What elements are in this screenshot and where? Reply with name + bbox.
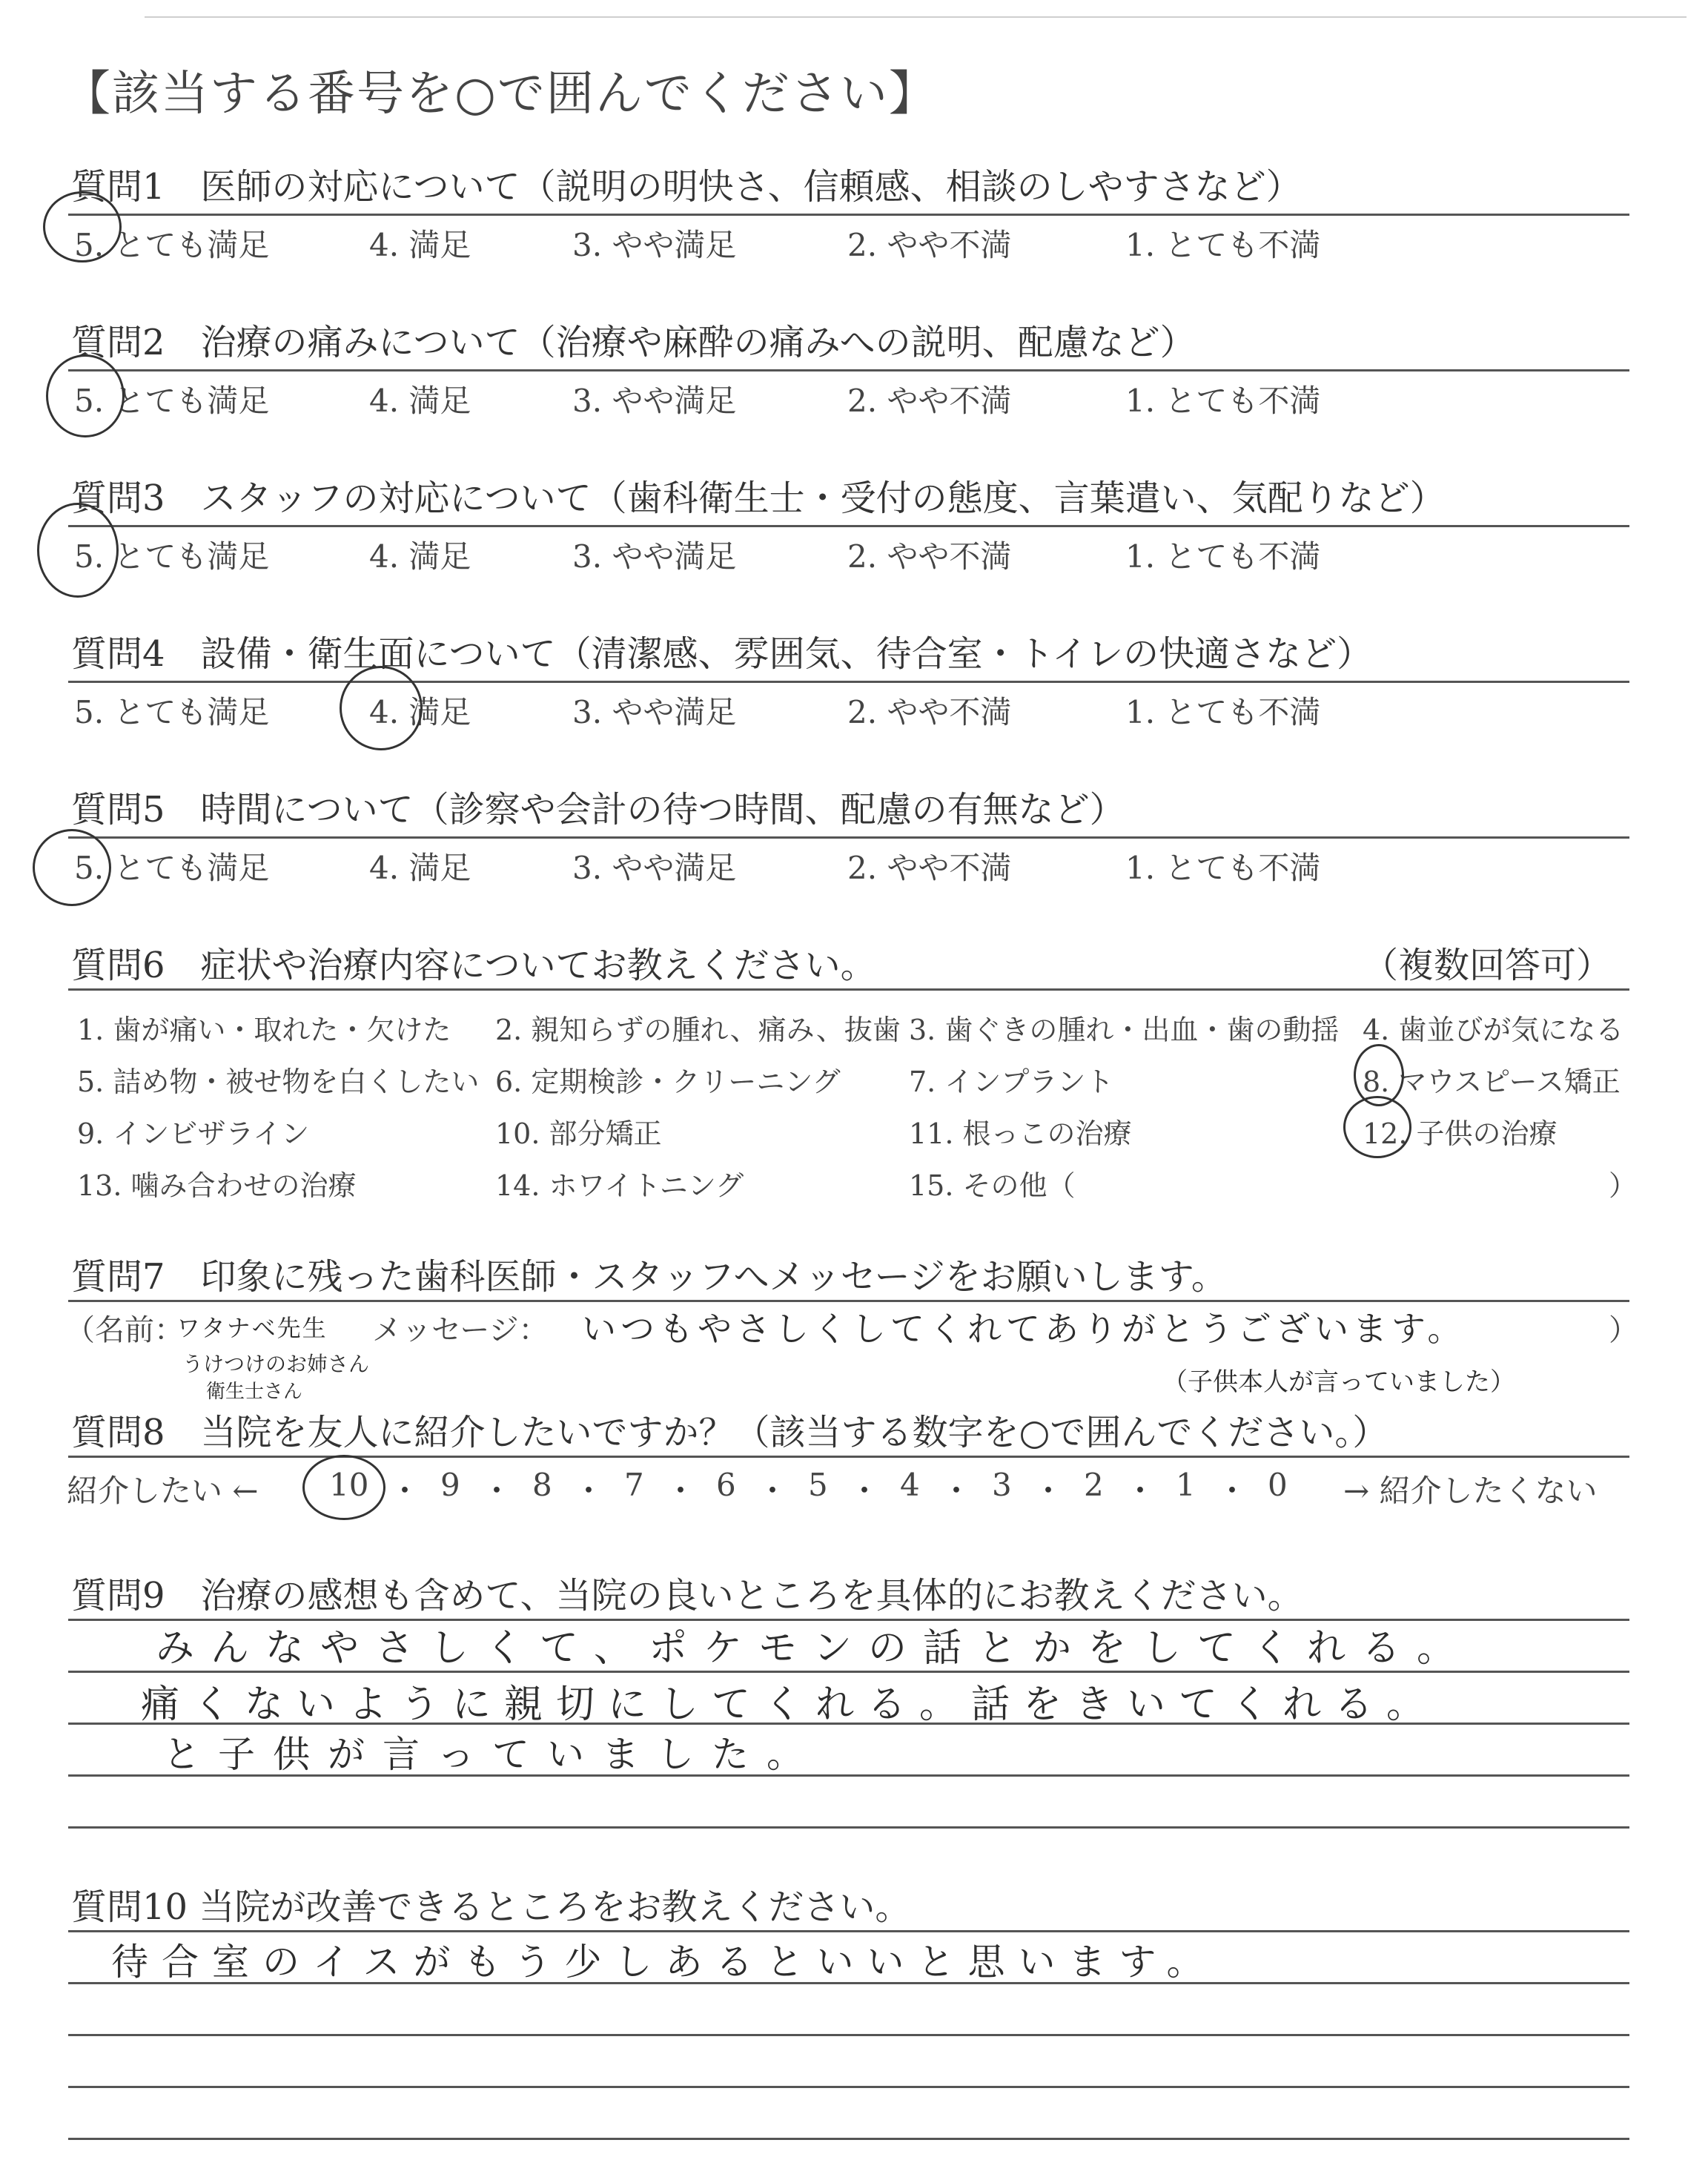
q1-option-3[interactable]: 3. やや満足 bbox=[572, 227, 737, 263]
q5-option-1[interactable]: 1. とても不満 bbox=[1125, 850, 1321, 886]
q6-option-4[interactable]: 4. 歯並びが気になる bbox=[1363, 1014, 1624, 1046]
q6-option-14[interactable]: 14. ホワイトニング bbox=[495, 1169, 744, 1202]
q5-option-2[interactable]: 2. やや不満 bbox=[847, 850, 1012, 886]
q6-option-3[interactable]: 3. 歯ぐきの腫れ・出血・歯の動揺 bbox=[909, 1014, 1340, 1046]
q8-scale-10[interactable]: 10 bbox=[329, 1467, 369, 1503]
q5-rule bbox=[68, 836, 1629, 839]
q3-option-3[interactable]: 3. やや満足 bbox=[572, 538, 737, 575]
q8-rule bbox=[68, 1456, 1629, 1458]
top-edge-line bbox=[145, 16, 1687, 18]
q8-scale-2[interactable]: 2 bbox=[1084, 1467, 1104, 1503]
q8-scale-7[interactable]: 7 bbox=[624, 1467, 644, 1503]
q4-option-5[interactable]: 5. とても満足 bbox=[74, 694, 270, 730]
q4-option-1[interactable]: 1. とても不満 bbox=[1125, 694, 1321, 730]
q10-answer-line-1[interactable]: 待合室のイスがもう少しあるといいと思います。 bbox=[111, 1941, 1217, 1984]
q8-scale-5[interactable]: 5 bbox=[808, 1467, 828, 1503]
q2-option-2[interactable]: 2. やや不満 bbox=[847, 383, 1012, 419]
q4-option-4[interactable]: 4. 満足 bbox=[369, 694, 471, 730]
q6-option-15[interactable]: 15. その他（ bbox=[909, 1169, 1076, 1202]
q1-option-2[interactable]: 2. やや不満 bbox=[847, 227, 1012, 263]
q6-option-7[interactable]: 7. インプラント bbox=[909, 1066, 1114, 1098]
q7-name-note-2: 衛生士さん bbox=[206, 1381, 303, 1403]
q8-scale-9[interactable]: 9 bbox=[440, 1467, 460, 1503]
q3-option-4[interactable]: 4. 満足 bbox=[369, 538, 471, 575]
q6-option-8[interactable]: 8. マウスピース矯正 bbox=[1363, 1066, 1621, 1098]
q3-title: 質問3 スタッフの対応について（歯科衛生士・受付の態度、言葉遣い、気配りなど） bbox=[71, 478, 1446, 519]
page-header: 【該当する番号を○で囲んでください】 bbox=[63, 67, 938, 122]
q9-rule-5 bbox=[68, 1826, 1629, 1829]
q6-rule bbox=[68, 988, 1629, 991]
q1-option-1[interactable]: 1. とても不満 bbox=[1125, 227, 1321, 263]
q5-option-3[interactable]: 3. やや満足 bbox=[572, 850, 737, 886]
q7-message-note: （子供本人が言っていました） bbox=[1162, 1367, 1515, 1397]
q6-option-9[interactable]: 9. インビザライン bbox=[77, 1117, 310, 1150]
q6-option-11[interactable]: 11. 根っこの治療 bbox=[909, 1117, 1132, 1150]
q6-note: （複数回答可） bbox=[1363, 945, 1612, 986]
q7-message-label: メッセージ： bbox=[372, 1313, 549, 1347]
q5-option-4[interactable]: 4. 満足 bbox=[369, 850, 471, 886]
q1-option-4[interactable]: 4. 満足 bbox=[369, 227, 471, 263]
q3-option-1[interactable]: 1. とても不満 bbox=[1125, 538, 1321, 575]
q6-option-5[interactable]: 5. 詰め物・被せ物を白くしたい bbox=[77, 1066, 480, 1098]
q9-title: 質問9 治療の感想も含めて、当院の良いところを具体的にお教えください。 bbox=[71, 1575, 1303, 1616]
q10-rule-5 bbox=[68, 2138, 1629, 2140]
q5-option-5[interactable]: 5. とても満足 bbox=[74, 850, 270, 886]
q8-scale-8[interactable]: 8 bbox=[532, 1467, 552, 1503]
q6-option-15-close: ） bbox=[1609, 1169, 1638, 1202]
q1-title: 質問1 医師の対応について（説明の明快さ、信頼感、相談のしやすさなど） bbox=[71, 166, 1302, 208]
q2-option-1[interactable]: 1. とても不満 bbox=[1125, 383, 1321, 419]
q8-left-label: 紹介したい ← bbox=[67, 1473, 259, 1509]
q8-scale-3[interactable]: 3 bbox=[992, 1467, 1012, 1503]
q3-option-5[interactable]: 5. とても満足 bbox=[74, 538, 270, 575]
q4-rule bbox=[68, 681, 1629, 683]
q8-scale-1[interactable]: 1 bbox=[1176, 1467, 1196, 1503]
q6-option-6[interactable]: 6. 定期検診・クリーニング bbox=[495, 1066, 841, 1098]
q6-option-12[interactable]: 12. 子供の治療 bbox=[1363, 1117, 1558, 1150]
survey-page: 【該当する番号を○で囲んでください】 質問1 医師の対応について（説明の明快さ、信頼感、相談のしやすさなど） 5. とても満足 4. 満足 3. やや満足 2. やや不満 1. とても不満 質問2 治療の痛みについて（治療や麻酔の痛みへの説明、配慮など） 5. とても満足 4. 満足 3. やや満足 2. やや不満 1. とても不満 質問3 スタッフの対応について（歯科衛生士・受付の態度、言葉遣い、気配りなど） 5. とても満足 4. 満足 3. やや満足 2. やや不満 1. とても不満 質問4 設備・衛生面について（清潔感、雰囲気、待合室・トイレの快適さなど） 5. とても満足 4. 満足 3. やや満足 2. やや不満 1. とても不満 質問5 時間について（診察や会計の待つ時間、配慮の有無など） 5. とても満足 4. 満足 3. やや満足 2. やや不満 1. とても不満 質問6 症状や治療内容についてお教えください。 （複数回答可） 1. 歯が痛い・取れた・欠けた 2. 親知らずの腫れ、痛み、抜歯 3. 歯ぐきの腫れ・出血・歯の動揺 4. 歯並びが気になる 5. 詰め物・被せ物を白くしたい 6. 定期検診・クリーニング 7. インプラント 8. マウスピース矯正 9. インビザライン 10. 部分矯正 11. 根っこの治療 12. 子供の治療 13. 噛み合わせの治療 14. ホワイトニング 15. その他（ ） 質問7 印象に残った歯科医師・スタッフへメッセージをお願いします。 （名前： ワタナベ先生 うけつけのお姉さん 衛生士さん メッセージ： いつもやさしくしてくれてありがとうございます。 （子供本人が言っていました） ） 質問8 当院を友人に紹介したいですか？（該当する数字を○で囲んでください。） 紹介したい ← 10 9 8 7 6 5 4 3 2 1 0 ・ ・ ・ ・ ・ ・ ・ ・ ・ ・ → 紹介したくない 質問9 治療の感想も含めて、当院の良いところを具体的にお教えください。 みんなやさしくて、ポケモンの話とかをしてくれる。 痛くないように親切にしてくれる。話をきいてくれる。 と子供が言っていました。 質問10 当院が改善できるところをお教えください。 待合室のイスがもう少しあるといいと思います。 bbox=[0, 0, 1708, 2160]
q4-title: 質問4 設備・衛生面について（清潔感、雰囲気、待合室・トイレの快適さなど） bbox=[71, 633, 1373, 675]
q5-title: 質問5 時間について（診察や会計の待つ時間、配慮の有無など） bbox=[71, 789, 1125, 830]
q7-name-note: うけつけのお姉さん bbox=[182, 1352, 370, 1376]
q6-option-10[interactable]: 10. 部分矯正 bbox=[495, 1117, 662, 1150]
q4-option-2[interactable]: 2. やや不満 bbox=[847, 694, 1012, 730]
q9-answer-line-3[interactable]: と子供が言っていました。 bbox=[163, 1733, 821, 1776]
q7-title: 質問7 印象に残った歯科医師・スタッフへメッセージをお願いします。 bbox=[71, 1256, 1227, 1298]
q2-rule bbox=[68, 369, 1629, 371]
q7-name-value[interactable]: ワタナベ先生 bbox=[176, 1314, 328, 1342]
q6-option-1[interactable]: 1. 歯が痛い・取れた・欠けた bbox=[77, 1014, 451, 1046]
q3-option-2[interactable]: 2. やや不満 bbox=[847, 538, 1012, 575]
q2-option-5[interactable]: 5. とても満足 bbox=[74, 383, 270, 419]
q1-rule bbox=[68, 214, 1629, 216]
q10-rule-4 bbox=[68, 2086, 1629, 2088]
q2-option-4[interactable]: 4. 満足 bbox=[369, 383, 471, 419]
q7-name-label: （名前： bbox=[65, 1313, 184, 1347]
q4-option-3[interactable]: 3. やや満足 bbox=[572, 694, 737, 730]
q7-close: ） bbox=[1609, 1313, 1638, 1347]
q3-rule bbox=[68, 525, 1629, 527]
q6-option-2[interactable]: 2. 親知らずの腫れ、痛み、抜歯 bbox=[495, 1014, 901, 1046]
q8-scale-4[interactable]: 4 bbox=[900, 1467, 920, 1503]
q6-option-13[interactable]: 13. 噛み合わせの治療 bbox=[77, 1169, 357, 1202]
q10-title: 質問10 当院が改善できるところをお教えください。 bbox=[71, 1886, 911, 1928]
q8-title: 質問8 当院を友人に紹介したいですか？（該当する数字を○で囲んでください。） bbox=[71, 1412, 1388, 1453]
q10-rule-3 bbox=[68, 2034, 1629, 2036]
q9-answer-line-2[interactable]: 痛くないように親切にしてくれる。話をきいてくれる。 bbox=[141, 1682, 1439, 1727]
q8-scale-0[interactable]: 0 bbox=[1268, 1467, 1288, 1503]
q8-scale-6[interactable]: 6 bbox=[716, 1467, 736, 1503]
q8-right-label: → 紹介したくない bbox=[1343, 1473, 1598, 1509]
q7-message-value[interactable]: いつもやさしくしてくれてありがとうございます。 bbox=[582, 1309, 1466, 1349]
q6-title: 質問6 症状や治療内容についてお教えください。 bbox=[71, 945, 876, 986]
q9-answer-line-1[interactable]: みんなやさしくて、ポケモンの話とかをしてくれる。 bbox=[156, 1626, 1472, 1671]
q2-title: 質問2 治療の痛みについて（治療や麻酔の痛みへの説明、配慮など） bbox=[71, 322, 1196, 363]
q2-option-3[interactable]: 3. やや満足 bbox=[572, 383, 737, 419]
q1-option-5[interactable]: 5. とても満足 bbox=[74, 227, 270, 263]
